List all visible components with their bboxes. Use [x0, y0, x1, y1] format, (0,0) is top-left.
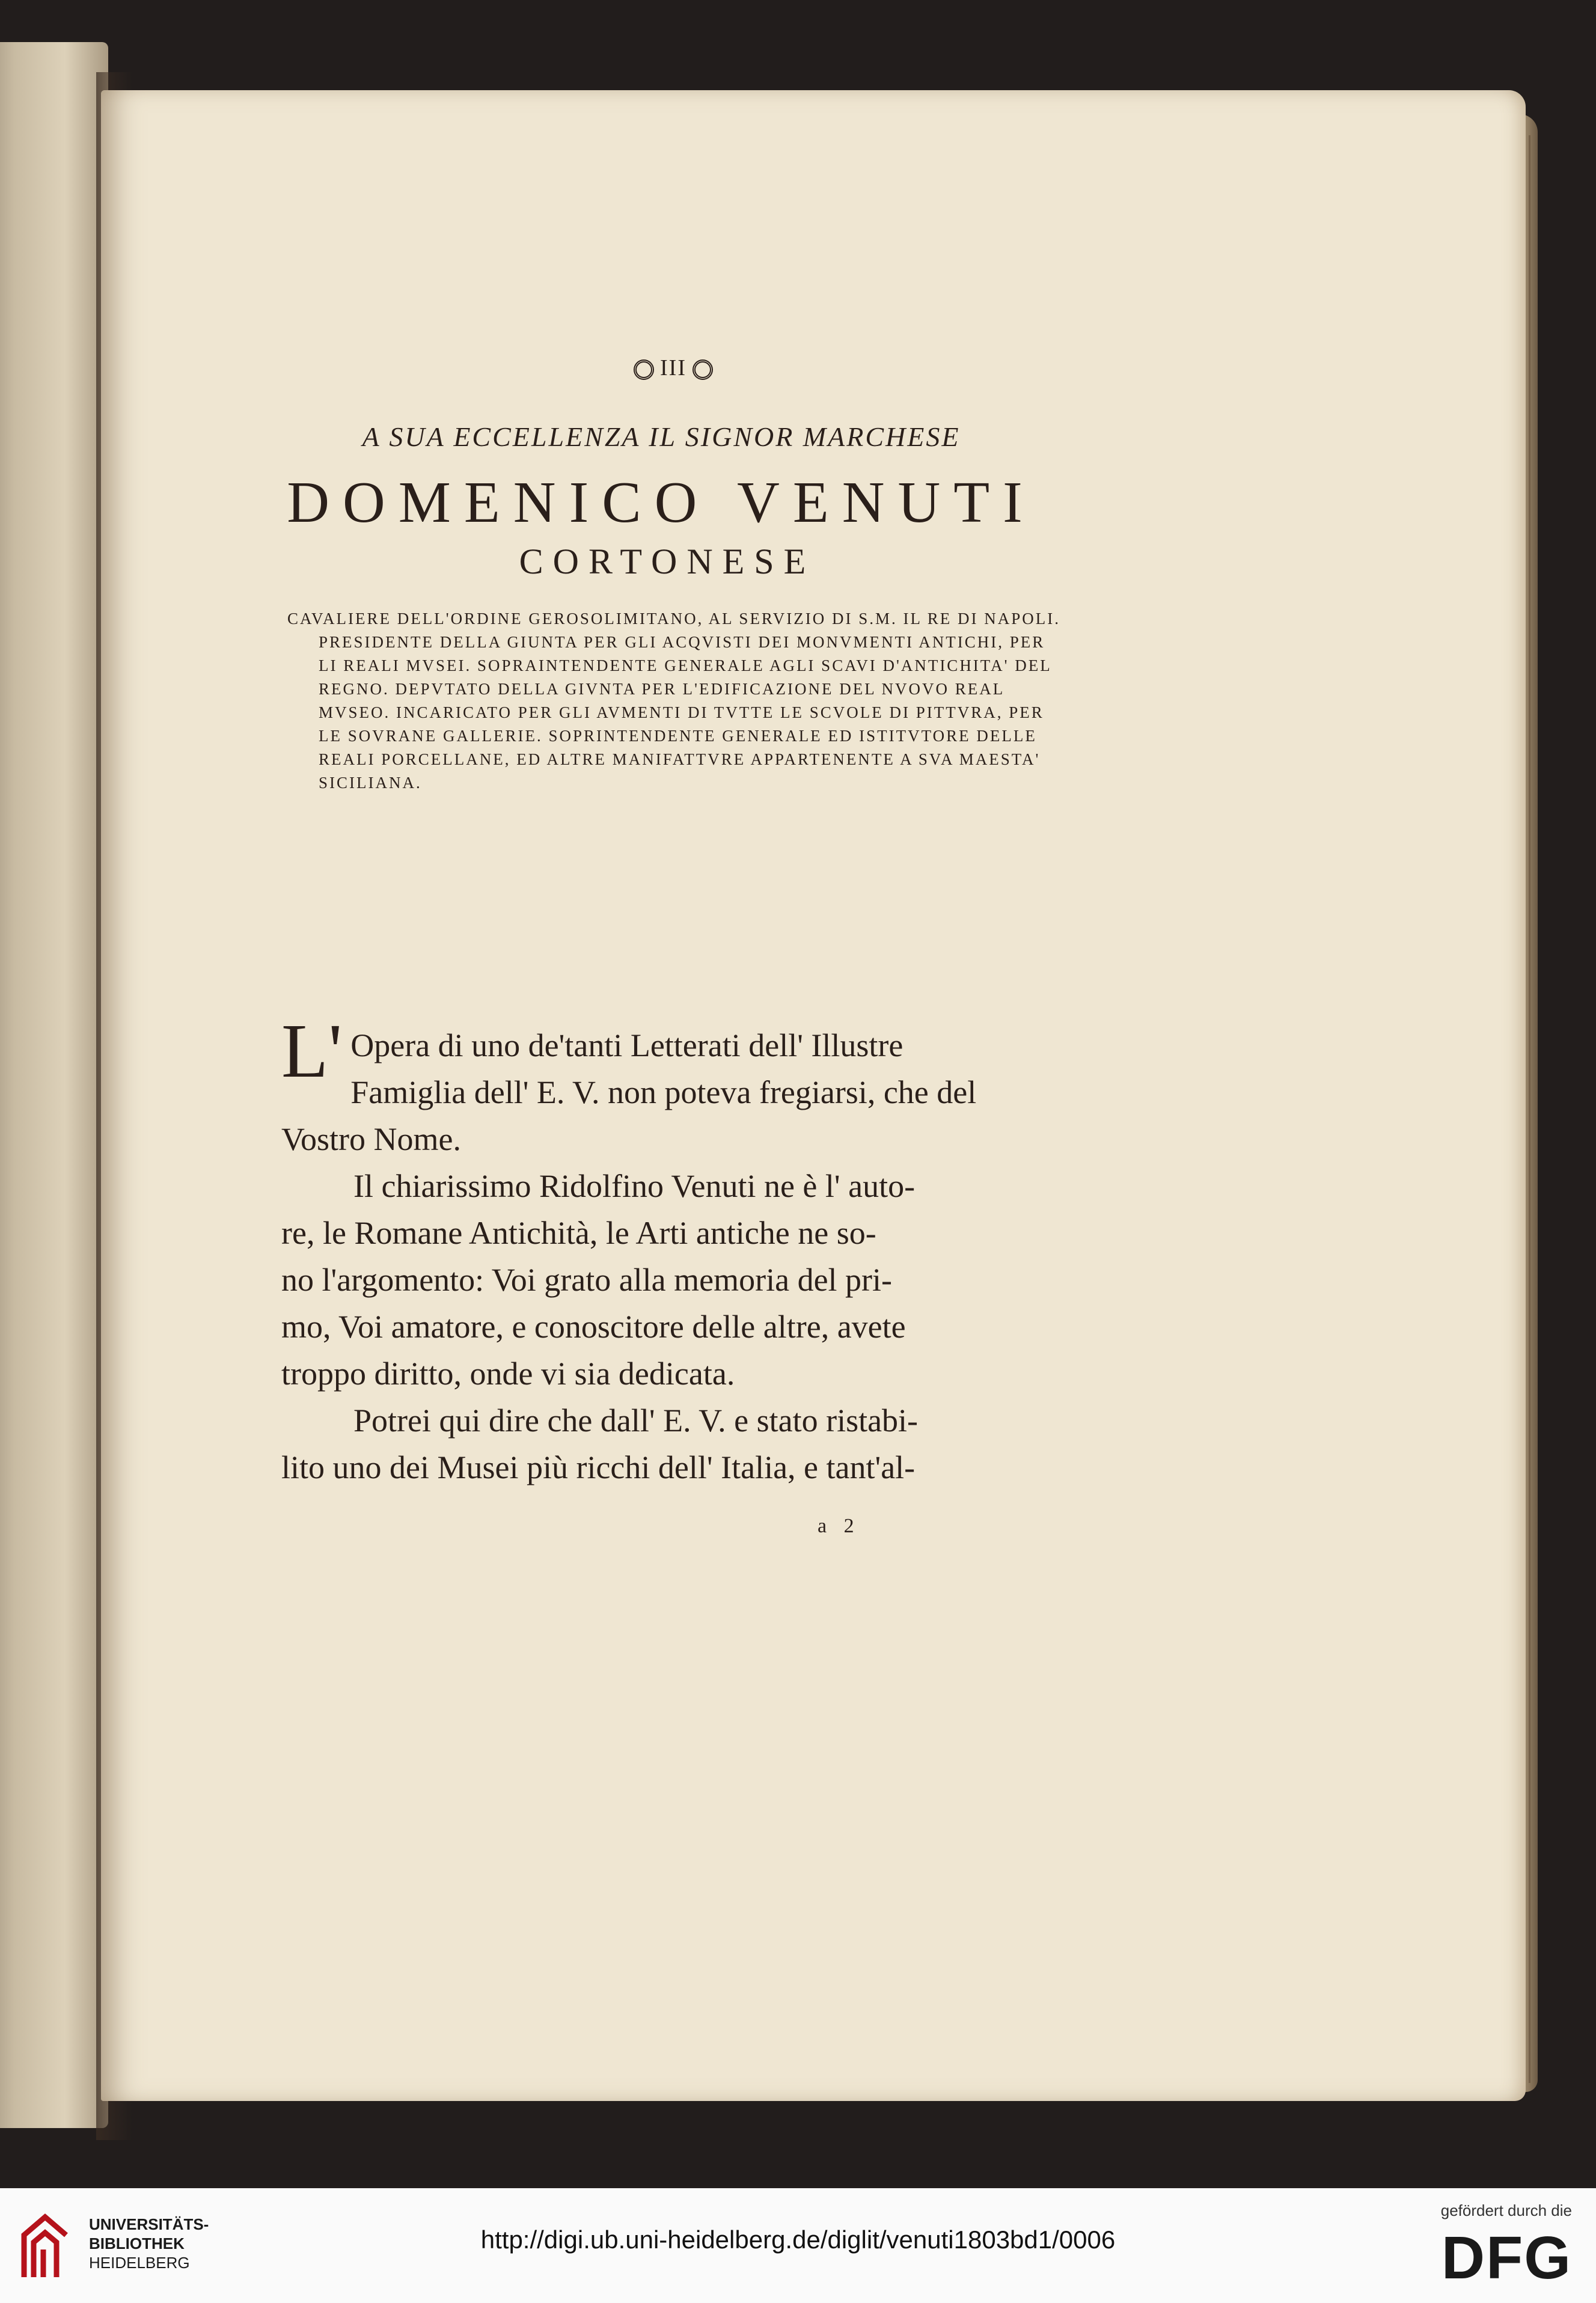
text-line: Vostro Nome. [281, 1121, 462, 1157]
title-line: MVSEO. INCARICATO PER GLI AVMENTI DI TVTTE LE SCVOLE DI PITTVRA, PER [319, 703, 1044, 721]
drop-cap: L' [281, 1008, 343, 1093]
funding-label: gefördert durch die [1440, 2201, 1572, 2219]
rosette-ornament-icon [693, 359, 713, 380]
library-name-line: UNIVERSITÄTS- [89, 2215, 209, 2233]
dedicatee-origin: CORTONESE [519, 542, 816, 581]
signature-mark [613, 355, 733, 381]
viewer-footer [0, 2188, 1596, 2303]
rosette-ornament-icon [634, 359, 654, 380]
text-line: Potrei qui dire che dall' E. V. e stato ristabi- [353, 1402, 919, 1439]
catchword: a 2 [818, 1515, 860, 1537]
dedicatee-titles [287, 607, 1060, 795]
dfg-logo: DFG [1441, 2224, 1572, 2292]
text-line: no l'argomento: Voi grato alla memoria del pri- [281, 1262, 893, 1298]
text-line: lito uno dei Musei più ricchi dell' Italia, e tant'al- [281, 1449, 916, 1485]
title-line: REGNO. DEPVTATO DELLA GIVNTA PER L'EDIFICAZIONE DEL NVOVO REAL [319, 680, 1005, 698]
text-line: re, le Romane Antichità, le Arti antiche ne so- [281, 1215, 876, 1251]
title-line: LE SOVRANE GALLERIE. SOPRINTENDENTE GENERALE ED ISTITVTORE DELLE [319, 727, 1037, 745]
text-line: mo, Voi amatore, e conoscitore delle altre, avete [281, 1309, 906, 1345]
text-line: Il chiarissimo Ridolfino Venuti ne è l' auto- [353, 1168, 916, 1204]
title-line: LI REALI MVSEI. SOPRAINTENDENTE GENERALE AGLI SCAVI D'ANTICHITA' DEL [319, 656, 1052, 674]
dedication-text [281, 1008, 1027, 1491]
leaf-edge [1500, 135, 1530, 2083]
left-page-edge [0, 42, 108, 2128]
title-line: SICILIANA. [319, 774, 422, 792]
title-line: REALI PORCELLANE, ED ALTRE MANIFATTVRE APPARTENENTE A SVA MAESTA' [319, 750, 1041, 768]
title-line: PRESIDENTE DELLA GIUNTA PER GLI ACQVISTI DEI MONVMENTI ANTICHI, PER [319, 633, 1045, 651]
text-line: Famiglia dell' E. V. non poteva fregiarsi, che del [350, 1074, 977, 1110]
dedicatee-name: DOMENICO VENUTI [287, 470, 1036, 535]
text-line: troppo diritto, onde vi sia dedicata. [281, 1356, 735, 1392]
library-name-line: HEIDELBERG [89, 2254, 190, 2272]
signature-number: III [660, 355, 686, 381]
permalink-url[interactable]: http://digi.ub.uni-heidelberg.de/diglit/venuti1803bd1/0006 [480, 2225, 1116, 2254]
library-name-line: BIBLIOTHEK [89, 2234, 185, 2253]
dedication-line: A SUA ECCELLENZA IL SIGNOR MARCHESE [362, 421, 961, 452]
text-line: Opera di uno de'tanti Letterati dell' Illustre [350, 1027, 903, 1063]
title-line: CAVALIERE DELL'ORDINE GEROSOLIMITANO, AL SERVIZIO DI S.M. IL RE DI NAPOLI. [287, 610, 1060, 628]
